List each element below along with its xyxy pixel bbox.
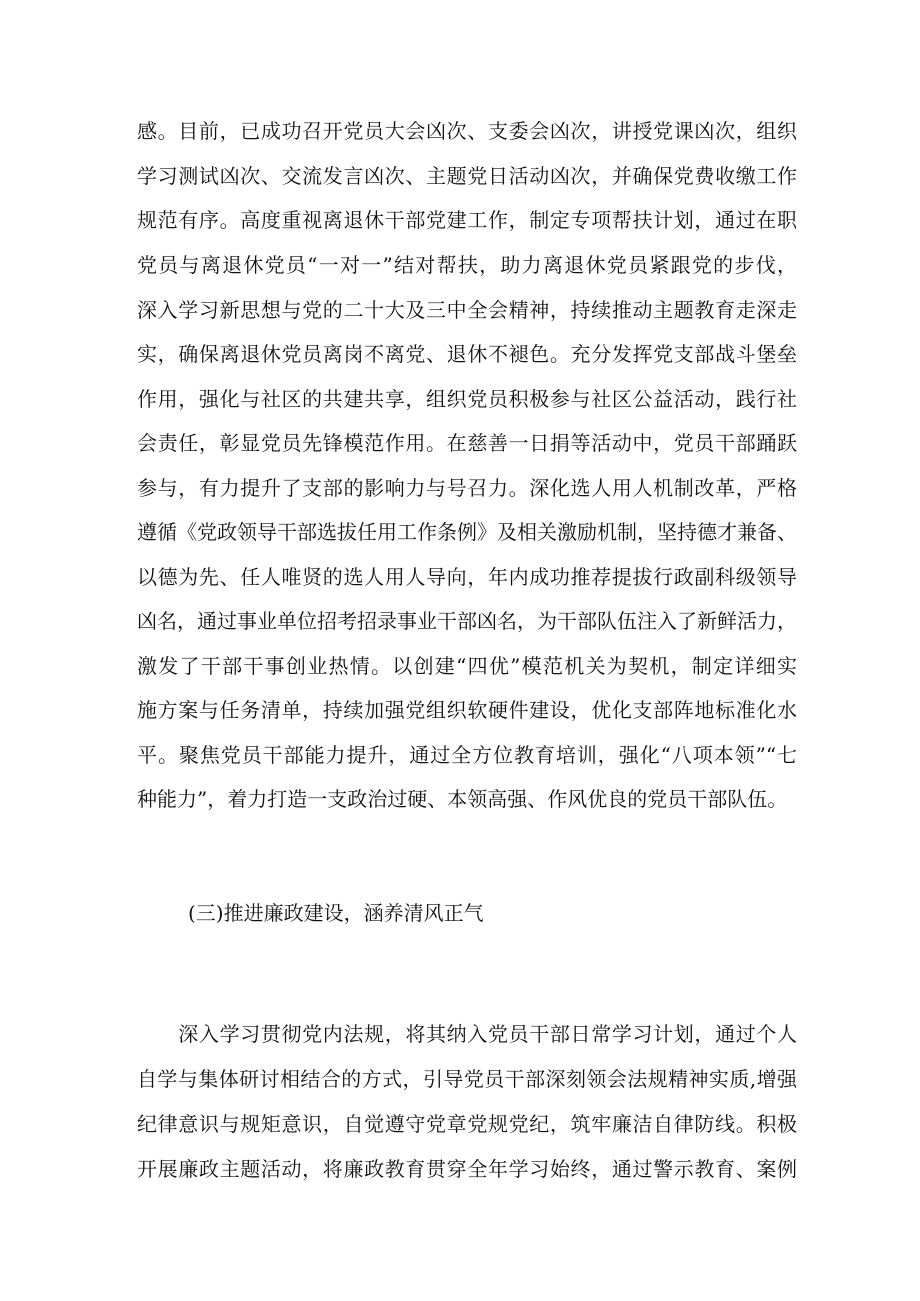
paragraph-line: 参与，有力提升了支部的影响力与号召力。深化选人用人机制改革，严格: [137, 476, 797, 500]
paragraph-line: 施方案与任务清单，持续加强党组织软硬件建设，优化支部阵地标准化水: [137, 698, 797, 722]
paragraph-line: 会责任，彰显党员先锋模范作用。在慈善一日捐等活动中，党员干部踊跃: [137, 431, 797, 455]
paragraph-line: 开展廉政主题活动，将廉政教育贯穿全年学习始终，通过警示教育、案例: [137, 1157, 797, 1181]
paragraph-line: 感。目前，已成功召开党员大会凶次、支委会凶次，讲授党课凶次，组织: [137, 119, 797, 143]
paragraph-line: 作用，强化与社区的共建共享，组织党员积极参与社区公益活动，践行社: [137, 387, 797, 411]
paragraph-line: 学习测试凶次、交流发言凶次、主题党日活动凶次，并确保党费收缴工作: [137, 164, 797, 188]
paragraph-line: 平。聚焦党员干部能力提升，通过全方位教育培训，强化“八项本领”“七: [137, 743, 797, 767]
paragraph-line: 党员与离退休党员“一对一”结对帮扶，助力离退休党员紧跟党的步伐，: [137, 253, 797, 277]
paragraph-line: 规范有序。高度重视离退休干部党建工作，制定专项帮扶计划，通过在职: [137, 208, 797, 232]
paragraph-line: 以德为先、任人唯贤的选人用人导向，年内成功推荐提拔行政副科级领导: [137, 565, 797, 589]
paragraph-line: 凶名，通过事业单位招考招录事业干部凶名，为干部队伍注入了新鲜活力，: [137, 609, 797, 633]
paragraph-line: 自学与集体研讨相结合的方式，引导党员干部深刻领会法规精神实质,增强: [137, 1067, 797, 1091]
paragraph-line: 遵循《党政领导干部选拔任用工作条例》及相关激励机制，坚持德才兼备、: [137, 520, 797, 544]
section-heading: (三)推进廉政建设，涵养清风正气: [188, 901, 484, 925]
paragraph-line: 实，确保离退休党员离岗不离党、退休不褪色。充分发挥党支部战斗堡垒: [137, 342, 797, 366]
paragraph-line: 深入学习贯彻党内法规，将其纳入党员干部日常学习计划，通过个人: [137, 1022, 797, 1046]
paragraph-line: 深入学习新思想与党的二十大及三中全会精神，持续推动主题教育走深走: [137, 298, 797, 322]
paragraph-line: 种能力”，着力打造一支政治过硬、本领高强、作风优良的党员干部队伍。: [137, 787, 788, 811]
paragraph-line: 激发了干部干事创业热情。以创建“四优”模范机关为契机，制定详细实: [137, 654, 797, 678]
paragraph-line: 纪律意识与规矩意识，自觉遵守党章党规党纪，筑牢廉洁自律防线。积极: [137, 1112, 797, 1136]
